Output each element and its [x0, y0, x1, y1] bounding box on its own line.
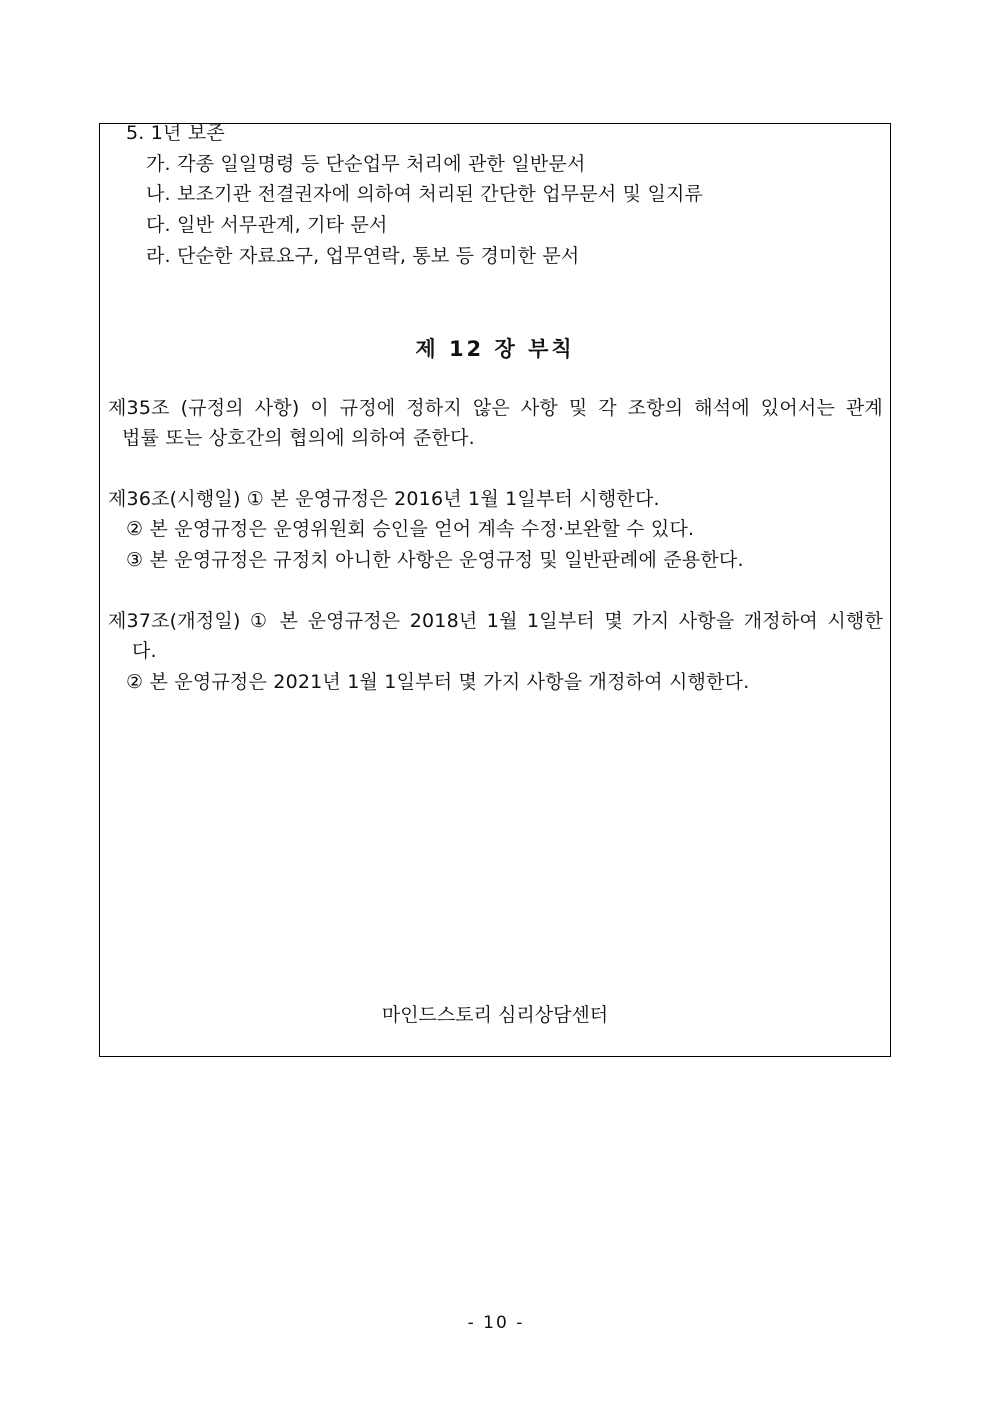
article-37-line: 다. [132, 640, 157, 662]
retention-item: 라. 단순한 자료요구, 업무연락, 통보 등 경미한 문서 [146, 245, 580, 267]
retention-item: 나. 보조기관 전결권자에 의하여 처리된 간단한 업무문서 및 일지류 [146, 183, 704, 205]
article-37-line: 제37조(개정일) ① 본 운영규정은 2018년 1월 1일부터 몇 가지 사항을 개정하여 시행한 [108, 610, 883, 632]
article-35-line: 법률 또는 상호간의 협의에 의하여 준한다. [122, 427, 475, 449]
page-number: - 10 - [467, 1313, 525, 1333]
organization-name: 마인드스토리 심리상담센터 [381, 1004, 609, 1026]
article-36-line: ③ 본 운영규정은 규정치 아니한 사항은 운영규정 및 일반판례에 준용한다. [126, 549, 744, 571]
chapter-title: 제 12 장 부칙 [415, 337, 575, 361]
article-36-line: 제36조(시행일) ① 본 운영규정은 2016년 1월 1일부터 시행한다. [108, 488, 660, 510]
article-37-line: ② 본 운영규정은 2021년 1월 1일부터 몇 가지 사항을 개정하여 시행한다. [126, 671, 750, 693]
article-35-line: 제35조 (규정의 사항) 이 규정에 정하지 않은 사항 및 각 조항의 해석에 있어서는 관계 [108, 397, 883, 419]
retention-item: 다. 일반 서무관계, 기타 문서 [146, 214, 388, 236]
article-36-line: ② 본 운영규정은 운영위원회 승인을 얻어 계속 수정·보완할 수 있다. [126, 518, 695, 540]
regulation-content-box [99, 123, 891, 1057]
retention-item: 가. 각종 일일명령 등 단순업무 처리에 관한 일반문서 [146, 153, 586, 175]
retention-heading: 5. 1년 보존 [126, 122, 225, 144]
